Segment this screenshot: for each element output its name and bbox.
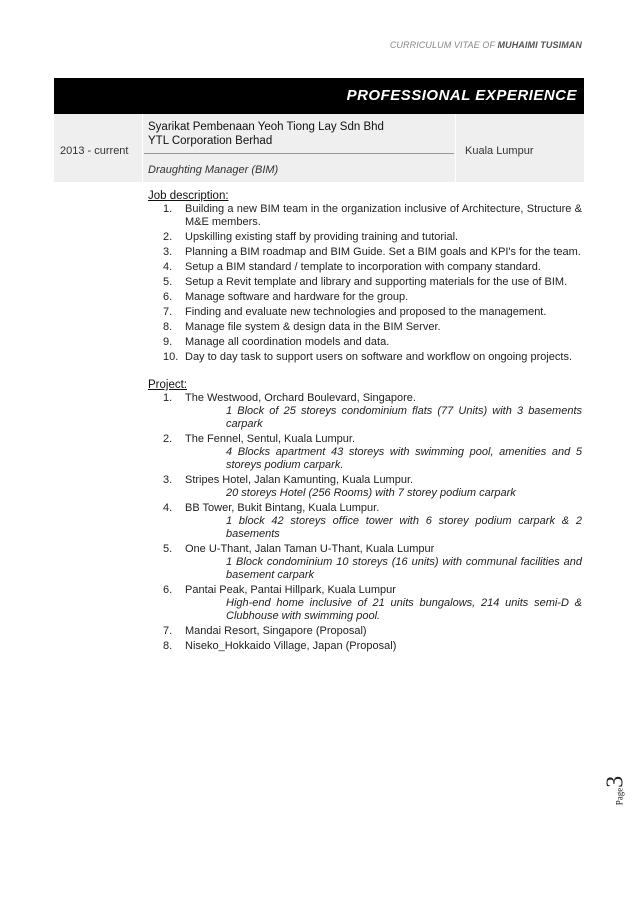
list-item: 7. Mandai Resort, Singapore (Proposal) [163,625,367,637]
project-name: The Westwood, Orchard Boulevard, Singapore. [185,392,416,404]
list-item: 10. Day to day task to support users on software and workflow on ongoing projects. [163,351,573,363]
list-item: 1. Building a new BIM team in the organization inclusive of Architecture, Structure & M&E members. [163,203,582,228]
project-description: 20 storeys Hotel (256 Rooms) with 7 storey podium carpark [226,487,516,499]
list-item: 2. The Fennel, Sentul, Kuala Lumpur. 4 Blocks apartment 43 storeys with swimming pool, amenities and 5 storeys podium carpark. [163,433,582,471]
job-location: Kuala Lumpur [465,145,534,157]
list-item: 5. One U-Thant, Jalan Taman U-Thant, Kuala Lumpur 1 Block condominium 10 storeys (16 units) with communal facilities and basement carpark [163,543,582,581]
page-digit: 3 [601,775,628,788]
employer [148,120,384,148]
projects-heading: Project: [148,379,187,391]
list-item: 4. Setup a BIM standard / template to incorporation with company standard. [163,261,541,273]
project-description: 1 Block condominium 10 storeys (16 units) with communal facilities and basement carpark [226,556,582,581]
project-description: 1 Block of 25 storeys condominium flats (77 Units) with 3 basements carpark [226,405,582,430]
header-prefix: CURRICULUM VITAE OF [389,40,495,50]
project-name: One U-Thant, Jalan Taman U-Thant, Kuala Lumpur [185,543,435,555]
list-item: 2. Upskilling existing staff by providing training and tutorial. [163,231,459,243]
list-item: 3. Stripes Hotel, Jalan Kamunting, Kuala Lumpur. 20 storeys Hotel (256 Rooms) with 7 storey podium carpark [148,474,582,500]
section-title: PROFESSIONAL EXPERIENCE [54,78,584,114]
list-item: 9. Manage all coordination models and data. [163,336,390,348]
employer-divider [144,153,454,154]
job-description-heading: Job description: [148,190,229,202]
projects-list [148,392,582,653]
running-header [390,40,582,50]
page-label: Page [613,787,624,806]
employer-line2: YTL Corporation Berhad [148,135,273,147]
project-name: Niseko_Hokkaido Village, Japan (Proposal) [185,640,397,652]
list-item: 4. BB Tower, Bukit Bintang, Kuala Lumpur. 1 block 42 storeys office tower with 6 storey podium carpark & 2 basements [163,502,582,540]
list-item: 1. The Westwood, Orchard Boulevard, Singapore. 1 Block of 25 storeys condominium flats (77 Units) with 3 basements carpark [163,392,582,430]
table-divider-right [455,114,456,182]
job-title: Draughting Manager (BIM) [148,164,279,176]
project-name: Mandai Resort, Singapore (Proposal) [185,625,367,637]
employer-line1: Syarikat Pembenaan Yeoh Tiong Lay Sdn Bhd [148,121,384,133]
list-item: 6. Pantai Peak, Pantai Hillpark, Kuala Lumpur High-end home inclusive of 21 units bungalows, 214 units semi-D & Clubhouse with swimming pool. [163,584,582,622]
project-name: The Fennel, Sentul, Kuala Lumpur. [185,433,355,445]
project-name: Pantai Peak, Pantai Hillpark, Kuala Lumpur [185,584,396,596]
project-description: 1 block 42 storeys office tower with 6 storey podium carpark & 2 basements [226,515,582,540]
page-number [602,776,629,806]
table-divider-left [142,114,143,182]
project-name: Stripes Hotel, Jalan Kamunting, Kuala Lumpur. [185,474,414,486]
job-period: 2013 - current [60,145,129,157]
project-description: High-end home inclusive of 21 units bungalows, 214 units semi-D & Clubhouse with swimming pool. [226,597,582,622]
job-table [54,114,584,182]
list-item: 6. Manage software and hardware for the group. [163,291,409,303]
list-item: 3. Planning a BIM roadmap and BIM Guide. Set a BIM goals and KPI's for the team. [163,246,581,258]
list-item: 7. Finding and evaluate new technologies and proposed to the management. [163,306,547,318]
project-name: BB Tower, Bukit Bintang, Kuala Lumpur. [185,502,380,514]
list-item: 5. Setup a Revit template and library and supporting materials for the use of BIM. [163,276,568,288]
project-description: 4 Blocks apartment 43 storeys with swimming pool, amenities and 5 storeys podium carpark. [226,446,582,471]
list-item: 8. Manage file system & design data in the BIM Server. [163,321,441,333]
job-description-list [148,203,582,364]
job-content [148,189,582,655]
list-item: 8. Niseko_Hokkaido Village, Japan (Proposal) [163,640,397,652]
header-name: MUHAIMI TUSIMAN [497,40,582,50]
